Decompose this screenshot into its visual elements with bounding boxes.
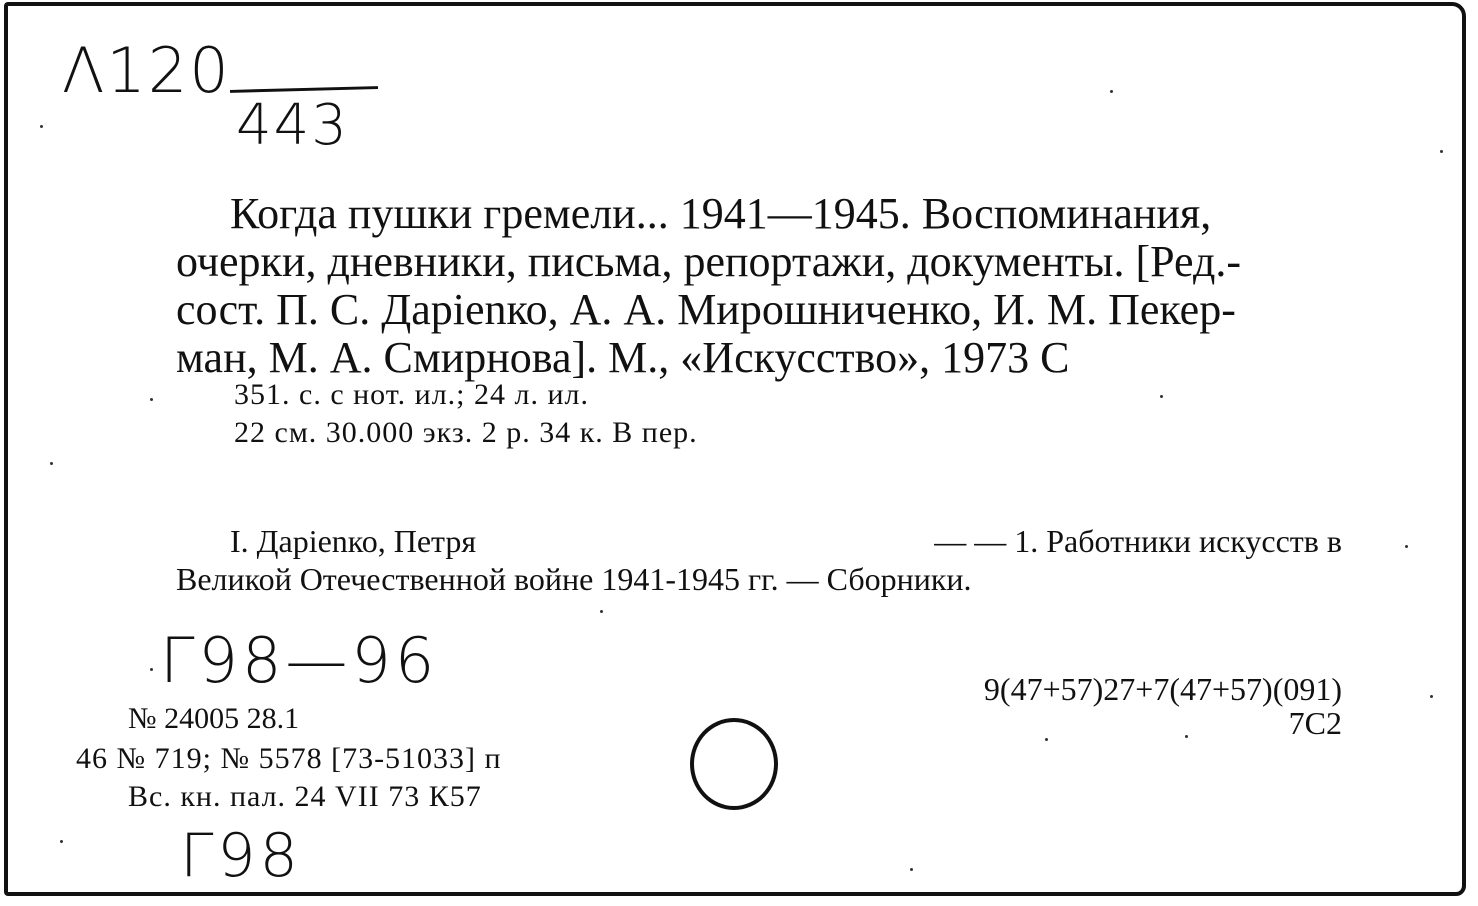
- subject-line: Великой Отечественной войне 1941-1945 гг. — Сборники.: [176, 561, 972, 597]
- speck: [600, 610, 603, 613]
- description-line: ман, М. А. Смирнова]. М., «Искусство», 1973 С: [176, 333, 1070, 382]
- collation-line: 351. с. с нот. ил.; 24 л. ил.: [234, 378, 590, 411]
- handwritten-shelf-mark-bottom: Г98: [180, 821, 302, 891]
- bibliographic-description: [176, 190, 1342, 382]
- description-line: Когда пушки гремели... 1941—1945. Воспоминания,: [230, 189, 1212, 238]
- classification-line: 9(47+57)27+7(47+57)(091): [983, 671, 1342, 707]
- speck: [1440, 150, 1443, 153]
- call-number-bottom: 443: [236, 93, 349, 158]
- speck: [60, 840, 63, 843]
- speck: [150, 398, 153, 401]
- speck: [1405, 545, 1408, 548]
- subject-added-entry: I. Дарienко, Петря: [230, 523, 477, 559]
- collation-line: 22 см. 30.000 экз. 2 р. 34 к. В пер.: [234, 416, 698, 449]
- registration-line: 46 № 719; № 5578 [73-51033] п: [76, 742, 502, 775]
- speck: [1185, 735, 1188, 738]
- description-line: сост. П. С. Дарienко, А. А. Мирошниченко, И. М. Пекер-: [176, 285, 1236, 334]
- subject-line: [176, 522, 1342, 560]
- speck: [1045, 738, 1048, 741]
- speck: [1110, 90, 1113, 93]
- circle-stamp: [690, 718, 778, 810]
- handwritten-shelf-mark: Г98—96: [160, 624, 439, 697]
- subject-heading: — — 1. Работники искусств в: [934, 523, 1342, 559]
- speck: [910, 868, 913, 871]
- subject-headings: [176, 522, 1342, 598]
- speck: [40, 125, 43, 128]
- classification-line: 7С2: [1288, 705, 1342, 741]
- call-number-top: Λ120: [62, 34, 231, 107]
- speck: [50, 462, 53, 465]
- book-chamber-line: Вс. кн. пал. 24 VII 73 К57: [128, 780, 482, 813]
- speck: [1430, 695, 1433, 698]
- speck: [150, 668, 153, 671]
- book-number: № 24005 28.1: [128, 702, 300, 735]
- speck: [1160, 395, 1163, 398]
- description-line: очерки, дневники, письма, репортажи, документы. [Ред.-: [176, 237, 1242, 286]
- classification-number: [984, 672, 1342, 740]
